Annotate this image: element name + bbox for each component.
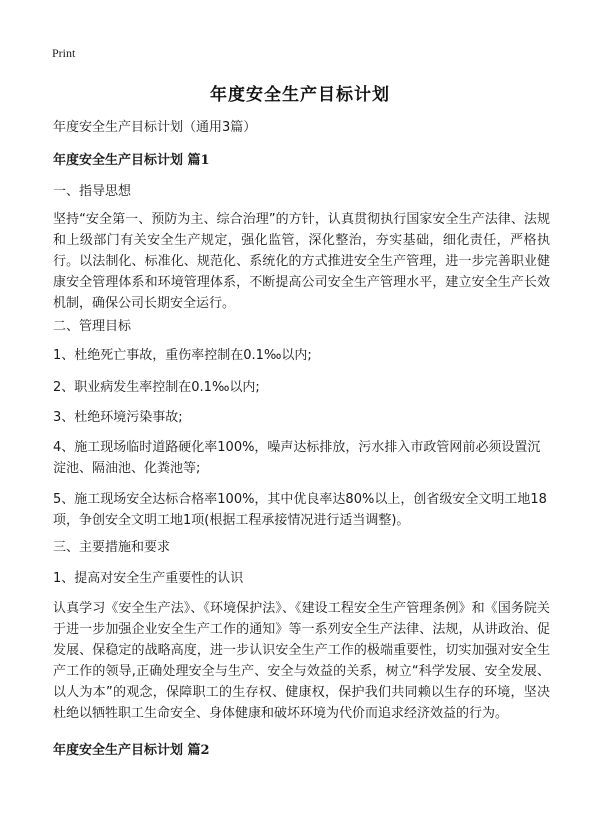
section-title-1: 年度安全生产目标计划 篇1 [53, 153, 210, 168]
heading-main-measures: 三、主要措施和要求 [53, 540, 171, 555]
paragraph-guiding-principle: 坚持“安全第一、预防为主、综合治理”的方针，认真贯彻执行国家安全生产法律、法规和上级部门有关安全生产规定，强化监管，深化整治，夯实基础，细化责任，严格执行。以法制化、标准化、规范化、系统化的方式推进安全生产管理，进一步完善职业健康安全管理体系和环境管理体系，不断提高公司安全生产管理水平，建立安全生产长效机制，确保公司长期安全运行。 [53, 212, 550, 311]
print-label: Print [52, 46, 76, 60]
measure-1-title: 1、提高对安全生产重要性的认识 [53, 571, 244, 586]
goal-item: 3、杜绝环境污染事故; [53, 410, 183, 425]
goal-item: 4、施工现场临时道路硬化率100%，噪声达标排放，污水排入市政管网前必须设置沉淀池、隔油池、化粪池等; [53, 440, 541, 476]
goal-item: 5、施工现场安全达标合格率100%，其中优良率达80%以上，创省级安全文明工地18项，争创安全文明工地1项(根据工程承接情况进行适当调整)。 [53, 492, 547, 528]
document-subtitle: 年度安全生产目标计划（通用3篇） [53, 120, 257, 135]
goal-item: 1、杜绝死亡事故，重伤率控制在0.1‰以内; [53, 348, 312, 363]
paragraph-measure-1: 认真学习《安全生产法》、《环境保护法》、《建设工程安全生产管理条例》和《国务院关于进一步加强企业安全生产工作的通知》等一系列安全生产法律、法规，从讲政治、促发展、保稳定的战略高度，进一步认识安全生产工作的极端重要性，切实加强对安全生产工作的领导,正确处理安全与生产、安全与效益的关系，树立“科学发展、安全发展、以人为本”的观念，保障职工的生存权、健康权，保护我们共同赖以生存的环境，坚决杜绝以牺牲职工生命安全、身体健康和破坏环境为代价而追求经济效益的行为。 [53, 601, 550, 721]
section-title-2: 年度安全生产目标计划 篇2 [53, 743, 210, 758]
page-title: 年度安全生产目标计划 [210, 85, 390, 105]
heading-guiding-principle: 一、指导思想 [53, 184, 132, 199]
goal-item: 2、职业病发生率控制在0.1‰以内; [53, 380, 260, 395]
heading-management-goals: 二、管理目标 [53, 319, 132, 334]
